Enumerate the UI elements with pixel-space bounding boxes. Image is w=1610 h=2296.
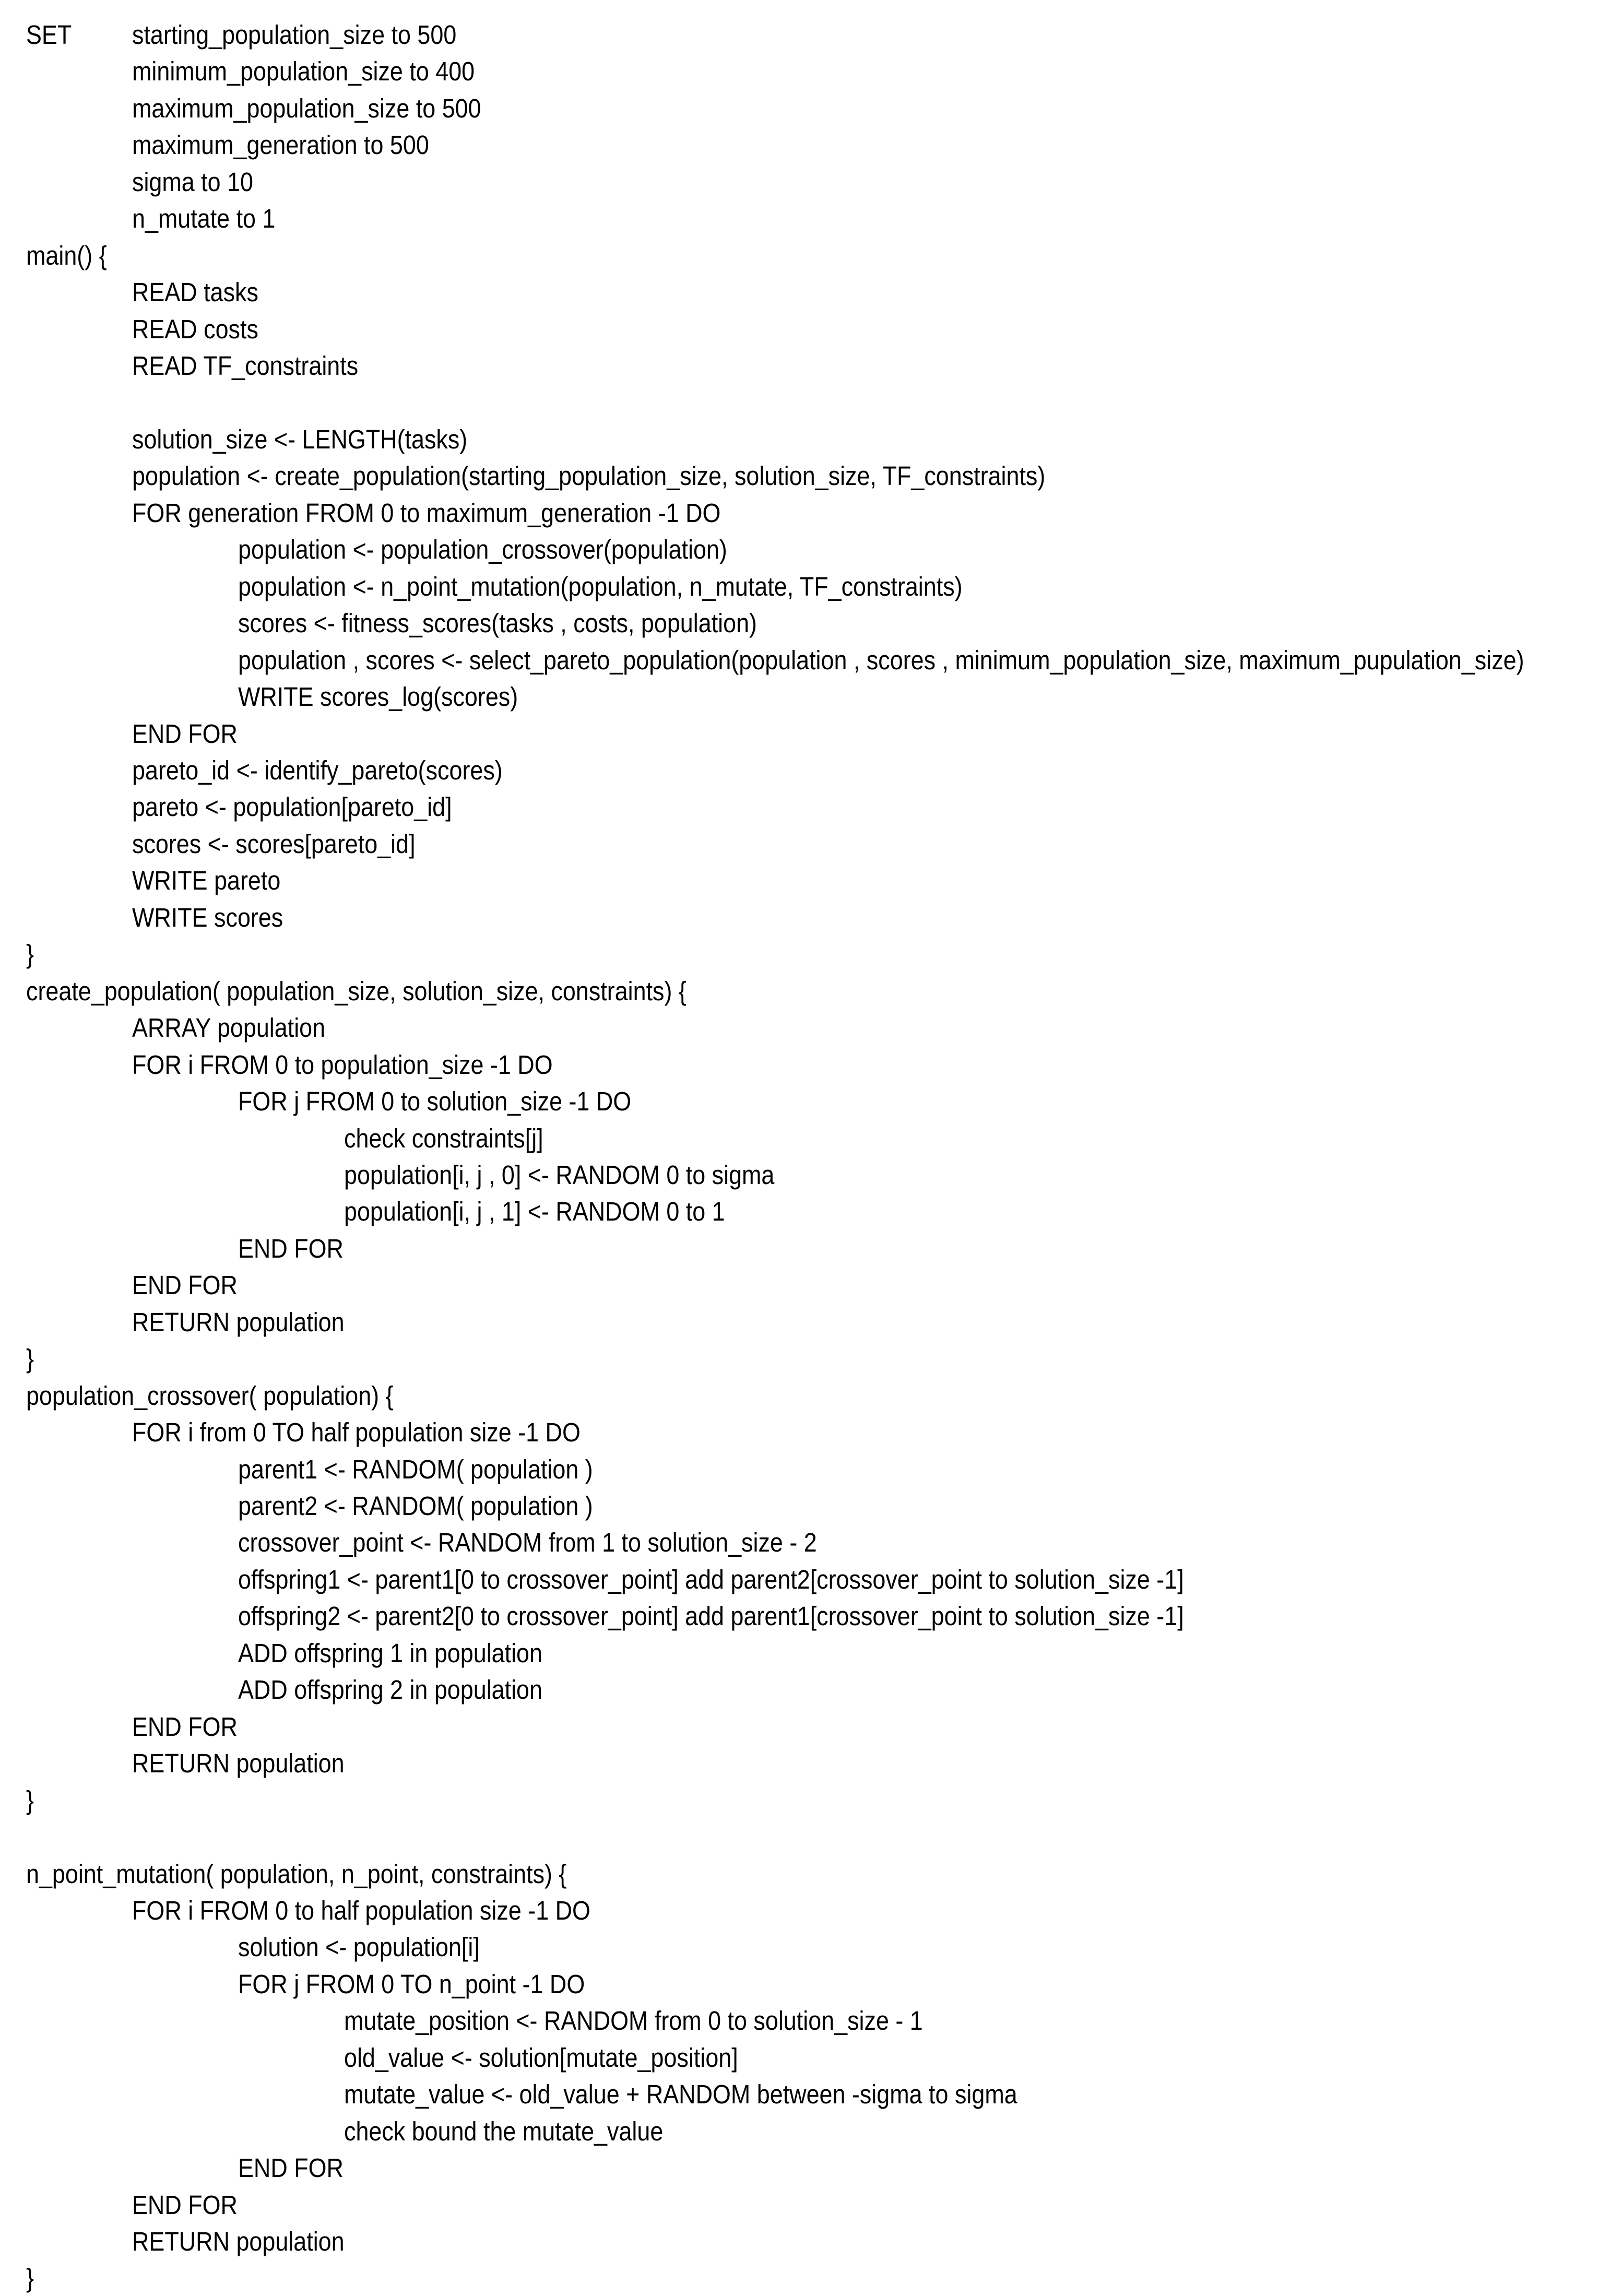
code-line: RETURN population [132,2227,345,2256]
code-line: population <- create_population(starting_population_size, solution_size, TF_constraints) [132,461,1046,491]
code-line: create_population( population_size, solution_size, constraints) { [26,976,686,1006]
code-line: } [26,939,34,969]
code-line: } [26,2263,34,2293]
code-line: FOR i from 0 TO half population size -1 DO [132,1417,581,1448]
code-line: END FOR [132,1270,238,1300]
code-line: FOR i FROM 0 to population_size -1 DO [132,1049,553,1080]
code-line: population[i, j , 1] <- RANDOM 0 to 1 [344,1197,725,1227]
code-line: population[i, j , 0] <- RANDOM 0 to sigma [344,1159,775,1190]
code-line: ARRAY population [132,1013,326,1043]
code-line: starting_population_size to 500 [132,20,457,50]
code-line: END FOR [238,1233,344,1263]
code-line: population <- population_crossover(population) [238,535,727,565]
code-line: scores <- fitness_scores(tasks , costs, population) [238,608,757,638]
code-line: FOR generation FROM 0 to maximum_generation -1 DO [132,498,721,528]
code-line: } [26,1785,34,1815]
code-line: parent2 <- RANDOM( population ) [238,1491,593,1521]
code-line: solution_size <- LENGTH(tasks) [132,424,468,454]
code-line: END FOR [132,718,238,749]
code-line: END FOR [238,2153,344,2183]
code-line: crossover_point <- RANDOM from 1 to solution_size - 2 [238,1528,817,1558]
code-line: n_mutate to 1 [132,204,276,234]
code-line: check bound the mutate_value [344,2116,664,2146]
code-line: FOR j FROM 0 TO n_point -1 DO [238,1969,585,1999]
code-line: READ costs [132,314,258,344]
code-line: maximum_generation to 500 [132,130,429,160]
code-line: check constraints[j] [344,1123,543,1153]
code-line: solution <- population[i] [238,1932,480,1962]
code-line: READ TF_constraints [132,351,359,381]
code-line: mutate_value <- old_value + RANDOM between -sigma to sigma [344,2079,1017,2110]
code-line: old_value <- solution[mutate_position] [344,2042,738,2073]
code-line: ADD offspring 1 in population [238,1638,542,1668]
code-line: offspring1 <- parent1[0 to crossover_point] add parent2[crossover_point to solution_size -1] [238,1564,1184,1594]
code-line: WRITE scores_log(scores) [238,682,518,712]
code-line: ADD offspring 2 in population [238,1675,542,1705]
code-line: population , scores <- select_pareto_population(population , scores , minimum_population_size, maximum_pupulation_size) [238,645,1524,675]
code-line: WRITE scores [132,902,283,932]
code-line: offspring2 <- parent2[0 to crossover_point] add parent1[crossover_point to solution_size -1] [238,1601,1184,1631]
code-line: END FOR [132,1711,238,1742]
code-line: FOR i FROM 0 to half population size -1 DO [132,1895,590,1925]
set-keyword: SET [26,20,72,50]
code-line: n_point_mutation( population, n_point, constraints) { [26,1859,567,1889]
code-line: maximum_population_size to 500 [132,93,481,123]
code-line: sigma to 10 [132,167,254,197]
code-line: RETURN population [132,1307,345,1337]
code-line: main() { [26,240,107,270]
code-line: minimum_population_size to 400 [132,56,475,87]
code-line: RETURN population [132,1748,345,1779]
code-line: END FOR [132,2190,238,2220]
code-line: parent1 <- RANDOM( population ) [238,1454,593,1484]
code-line: WRITE pareto [132,866,281,896]
code-line: scores <- scores[pareto_id] [132,829,416,859]
code-line: FOR j FROM 0 to solution_size -1 DO [238,1086,632,1117]
code-line: population <- n_point_mutation(population, n_mutate, TF_constraints) [238,571,963,601]
code-line: } [26,1344,34,1374]
code-line: mutate_position <- RANDOM from 0 to solution_size - 1 [344,2006,923,2036]
code-line: pareto_id <- identify_pareto(scores) [132,755,503,785]
code-line: pareto <- population[pareto_id] [132,792,452,822]
code-line: READ tasks [132,277,258,307]
code-line: population_crossover( population) { [26,1380,394,1411]
